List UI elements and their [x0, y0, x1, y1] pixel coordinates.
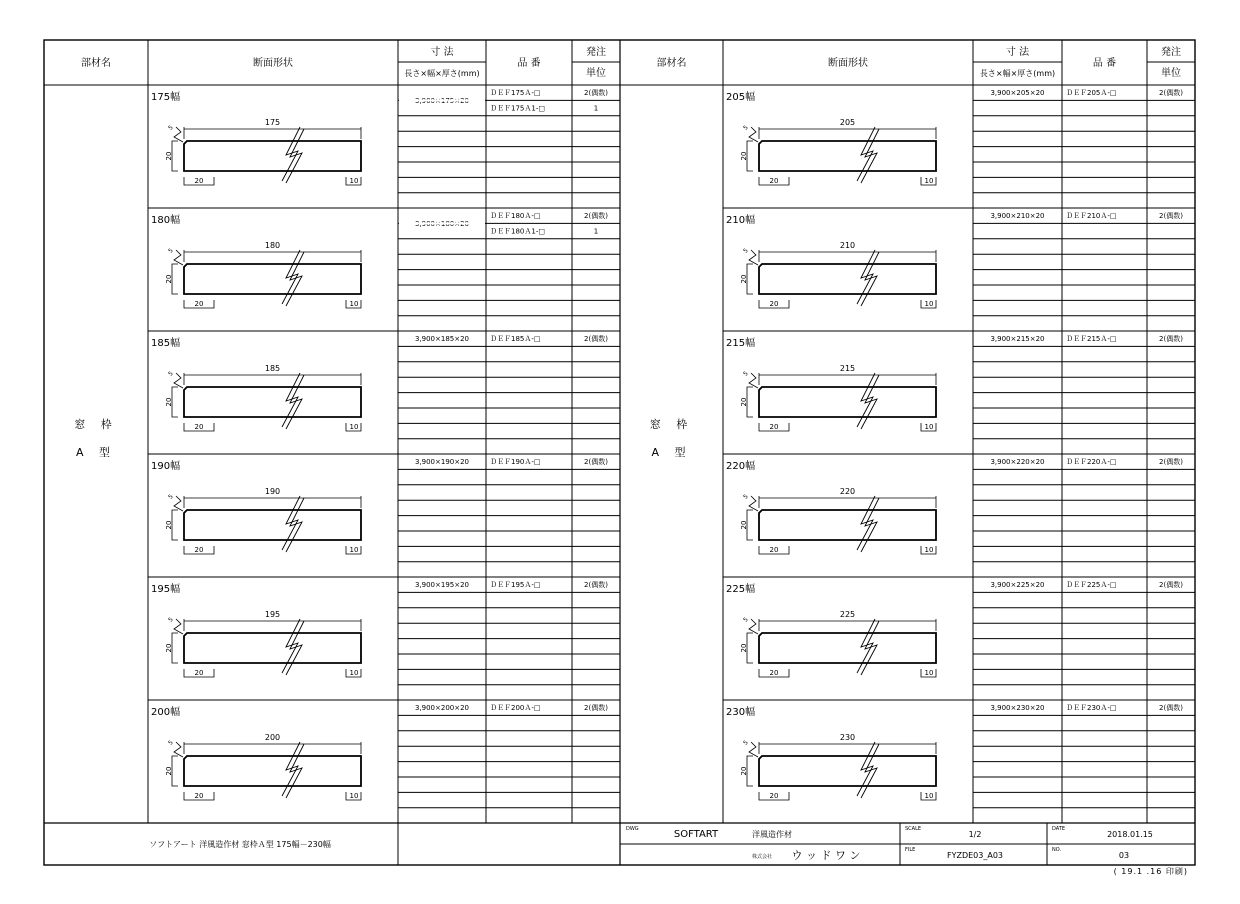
- order-unit-cell: 2(偶数): [1159, 212, 1183, 220]
- dimension-value: 3,900×210×20: [990, 212, 1045, 220]
- part-number-cell: ＤＥＦ220Ａ-□: [1066, 458, 1117, 466]
- chamfer-leader: [749, 127, 758, 142]
- section-title: 175幅: [151, 92, 181, 103]
- right-dim-label: 10: [924, 669, 934, 677]
- category-type: A 型: [75, 446, 117, 459]
- thickness-label: 20: [165, 520, 173, 530]
- section-title: 225幅: [726, 584, 756, 595]
- order-unit-cell: 2(偶数): [1159, 458, 1183, 466]
- scale-label: SCALE: [905, 826, 922, 832]
- left-dim-label: 20: [769, 546, 779, 554]
- right-dim-label: 10: [924, 423, 934, 431]
- dimension-value: 3,900×205×20: [990, 89, 1045, 97]
- order-unit-cell: 2(偶数): [584, 89, 608, 97]
- header-order-unit: 単位: [586, 68, 606, 79]
- edge-label: 5: [167, 493, 175, 501]
- file-value: FYZDE03_A03: [946, 851, 1004, 860]
- left-dim-label: 20: [194, 546, 204, 554]
- category-type: A 型: [651, 446, 692, 459]
- print-note: ( 19.1 .16 印刷): [1113, 867, 1188, 876]
- part-number-cell: ＤＥＦ175Ａ-□: [490, 89, 541, 97]
- chamfer-leader: [749, 496, 758, 511]
- section-title: 220幅: [726, 461, 756, 472]
- profile-outline: [184, 756, 361, 786]
- edge-label: 5: [742, 247, 750, 255]
- category-name: 窓 枠: [74, 418, 118, 431]
- thickness-label: 20: [740, 151, 748, 161]
- drawing-title: ソフトアート 洋風造作材 窓枠Ａ型 175幅－230幅: [149, 840, 331, 849]
- part-number-cell: ＤＥＦ210Ａ-□: [1066, 212, 1117, 220]
- header-section-shape: 断面形状: [828, 58, 868, 69]
- width-label: 190: [264, 487, 281, 496]
- chamfer-leader: [174, 496, 183, 511]
- dimension-value: 3,900×200×20: [414, 704, 470, 712]
- left-dim-label: 20: [769, 792, 779, 800]
- width-label: 195: [264, 610, 281, 619]
- edge-label: 5: [167, 124, 175, 132]
- header-dimension-sub: 長さ×幅×厚さ(mm): [979, 69, 1056, 78]
- width-label: 225: [839, 610, 856, 619]
- table-grid: [44, 40, 1195, 865]
- header-dimension: 寸 法: [430, 47, 454, 58]
- edge-label: 5: [742, 124, 750, 132]
- right-dim-label: 10: [349, 300, 359, 308]
- profile-outline: [759, 633, 936, 663]
- width-label: 230: [839, 733, 856, 742]
- edge-label: 5: [742, 739, 750, 747]
- header-dimension: 寸 法: [1005, 47, 1030, 58]
- order-unit-cell: 2(偶数): [1159, 89, 1183, 97]
- chamfer-leader: [174, 742, 183, 757]
- part-number-cell: ＤＥＦ205Ａ-□: [1066, 89, 1117, 97]
- width-label: 185: [264, 364, 281, 373]
- section-title: 205幅: [726, 92, 756, 103]
- profile-outline: [759, 756, 936, 786]
- left-dim-label: 20: [194, 669, 204, 677]
- order-unit-cell: 2(偶数): [1159, 704, 1183, 712]
- part-number-cell: ＤＥＦ225Ａ-□: [1066, 581, 1117, 589]
- part-number-cell: ＤＥＦ230Ａ-□: [1066, 704, 1117, 712]
- dimension-value: 3,900×220×20: [990, 458, 1045, 466]
- width-label: 205: [839, 118, 856, 127]
- part-number-cell: ＤＥＦ215Ａ-□: [1066, 335, 1117, 343]
- company-en: SOFTART: [673, 829, 719, 840]
- order-unit-cell: 2(偶数): [584, 335, 608, 343]
- thickness-label: 20: [740, 643, 748, 653]
- section-title: 230幅: [726, 707, 756, 718]
- edge-label: 5: [167, 739, 175, 747]
- width-label: 180: [264, 241, 281, 250]
- merged-cell-mask: [399, 222, 485, 224]
- edge-label: 5: [742, 370, 750, 378]
- part-number-cell: ＤＥＦ180Ａ1-□: [490, 227, 545, 236]
- profile-outline: [184, 141, 361, 171]
- chamfer-leader: [174, 619, 183, 634]
- left-dim-label: 20: [769, 177, 779, 185]
- merged-cell-mask: [399, 99, 485, 101]
- chamfer-leader: [749, 742, 758, 757]
- left-dim-label: 20: [769, 423, 779, 431]
- section-title: 185幅: [151, 338, 181, 349]
- thickness-label: 20: [165, 274, 173, 284]
- left-dim-label: 20: [194, 423, 204, 431]
- company-name: ウ ッ ド ワ ン: [791, 849, 861, 862]
- thickness-label: 20: [740, 766, 748, 776]
- header-order-unit: 単位: [1161, 68, 1181, 79]
- right-dim-label: 10: [349, 546, 359, 554]
- order-unit-cell: 2(偶数): [584, 458, 608, 466]
- drawing-number: 03: [1118, 851, 1130, 860]
- section-list: [151, 88, 1183, 800]
- section-title: 200幅: [151, 707, 181, 718]
- part-number-cell: ＤＥＦ180Ａ-□: [490, 212, 541, 220]
- order-unit-cell: 2(偶数): [584, 704, 608, 712]
- no-label: NO.: [1052, 847, 1062, 853]
- header-order-unit: 発注: [1161, 47, 1181, 58]
- chamfer-leader: [174, 373, 183, 388]
- profile-outline: [759, 510, 936, 540]
- header-part-number: 品 番: [517, 58, 541, 69]
- date-value: 2018.01.15: [1107, 830, 1153, 839]
- right-dim-label: 10: [349, 669, 359, 677]
- dimension-value: 3,900×190×20: [414, 458, 470, 466]
- dwg-label: DWG: [626, 826, 639, 832]
- part-number-cell: ＤＥＦ190Ａ-□: [490, 458, 541, 466]
- thickness-label: 20: [740, 520, 748, 530]
- thickness-label: 20: [740, 397, 748, 407]
- header-part-number: 品 番: [1092, 58, 1117, 69]
- thickness-label: 20: [165, 643, 173, 653]
- dimension-value: 3,900×225×20: [990, 581, 1045, 589]
- edge-label: 5: [167, 616, 175, 624]
- profile-outline: [184, 633, 361, 663]
- right-dim-label: 10: [924, 300, 934, 308]
- section-title: 210幅: [726, 215, 756, 226]
- chamfer-leader: [174, 127, 183, 142]
- edge-label: 5: [742, 616, 750, 624]
- order-unit-cell: 2(偶数): [584, 581, 608, 589]
- width-label: 200: [264, 733, 281, 742]
- part-number-cell: ＤＥＦ175Ａ1-□: [490, 104, 545, 113]
- right-dim-label: 10: [924, 792, 934, 800]
- right-dim-label: 10: [924, 546, 934, 554]
- width-label: 210: [839, 241, 856, 250]
- order-unit-cell: 2(偶数): [1159, 581, 1183, 589]
- right-dim-label: 10: [349, 792, 359, 800]
- dimension-value: 3,900×230×20: [990, 704, 1045, 712]
- part-number-cell: ＤＥＦ185Ａ-□: [490, 335, 541, 343]
- width-label: 175: [264, 118, 281, 127]
- thickness-label: 20: [165, 766, 173, 776]
- thickness-label: 20: [740, 274, 748, 284]
- chamfer-leader: [749, 619, 758, 634]
- order-unit-cell: 2(偶数): [1159, 335, 1183, 343]
- part-number-cell: ＤＥＦ200Ａ-□: [490, 704, 541, 712]
- thickness-label: 20: [165, 151, 173, 161]
- header-order-unit: 発注: [586, 47, 606, 58]
- dimension-value: 3,900×185×20: [414, 335, 470, 343]
- header-member-name: 部材名: [656, 58, 687, 69]
- section-title: 195幅: [151, 584, 181, 595]
- profile-outline: [759, 387, 936, 417]
- chamfer-leader: [174, 250, 183, 265]
- header-member-name: 部材名: [81, 58, 111, 69]
- dimension-value: 3,900×195×20: [414, 581, 470, 589]
- section-title: 215幅: [726, 338, 756, 349]
- order-unit-cell: 1: [593, 227, 599, 236]
- profile-outline: [184, 510, 361, 540]
- header-dimension-sub: 長さ×幅×厚さ(mm): [404, 69, 480, 78]
- right-dim-label: 10: [349, 177, 359, 185]
- category-name: 窓 枠: [649, 418, 694, 431]
- order-unit-cell: 1: [593, 104, 599, 113]
- profile-outline: [184, 387, 361, 417]
- edge-label: 5: [167, 370, 175, 378]
- left-dim-label: 20: [769, 300, 779, 308]
- edge-label: 5: [167, 247, 175, 255]
- section-title: 180幅: [151, 215, 181, 226]
- left-dim-label: 20: [194, 792, 204, 800]
- company-prefix: 株式会社: [751, 854, 773, 860]
- thickness-label: 20: [165, 397, 173, 407]
- edge-label: 5: [742, 493, 750, 501]
- left-dim-label: 20: [194, 300, 204, 308]
- product-category: 洋風造作材: [752, 830, 792, 839]
- section-title: 190幅: [151, 461, 181, 472]
- date-label: DATE: [1052, 826, 1066, 832]
- scale-value: 1/2: [968, 830, 982, 839]
- width-label: 215: [839, 364, 856, 373]
- right-dim-label: 10: [349, 423, 359, 431]
- left-dim-label: 20: [194, 177, 204, 185]
- dimension-value: 3,900×215×20: [990, 335, 1045, 343]
- order-unit-cell: 2(偶数): [584, 212, 608, 220]
- left-dim-label: 20: [769, 669, 779, 677]
- file-label: FILE: [905, 847, 916, 853]
- right-dim-label: 10: [924, 177, 934, 185]
- profile-outline: [759, 141, 936, 171]
- profile-outline: [759, 264, 936, 294]
- width-label: 220: [839, 487, 856, 496]
- part-number-cell: ＤＥＦ195Ａ-□: [490, 581, 541, 589]
- profile-outline: [184, 264, 361, 294]
- chamfer-leader: [749, 373, 758, 388]
- header-section-shape: 断面形状: [253, 58, 293, 69]
- chamfer-leader: [749, 250, 758, 265]
